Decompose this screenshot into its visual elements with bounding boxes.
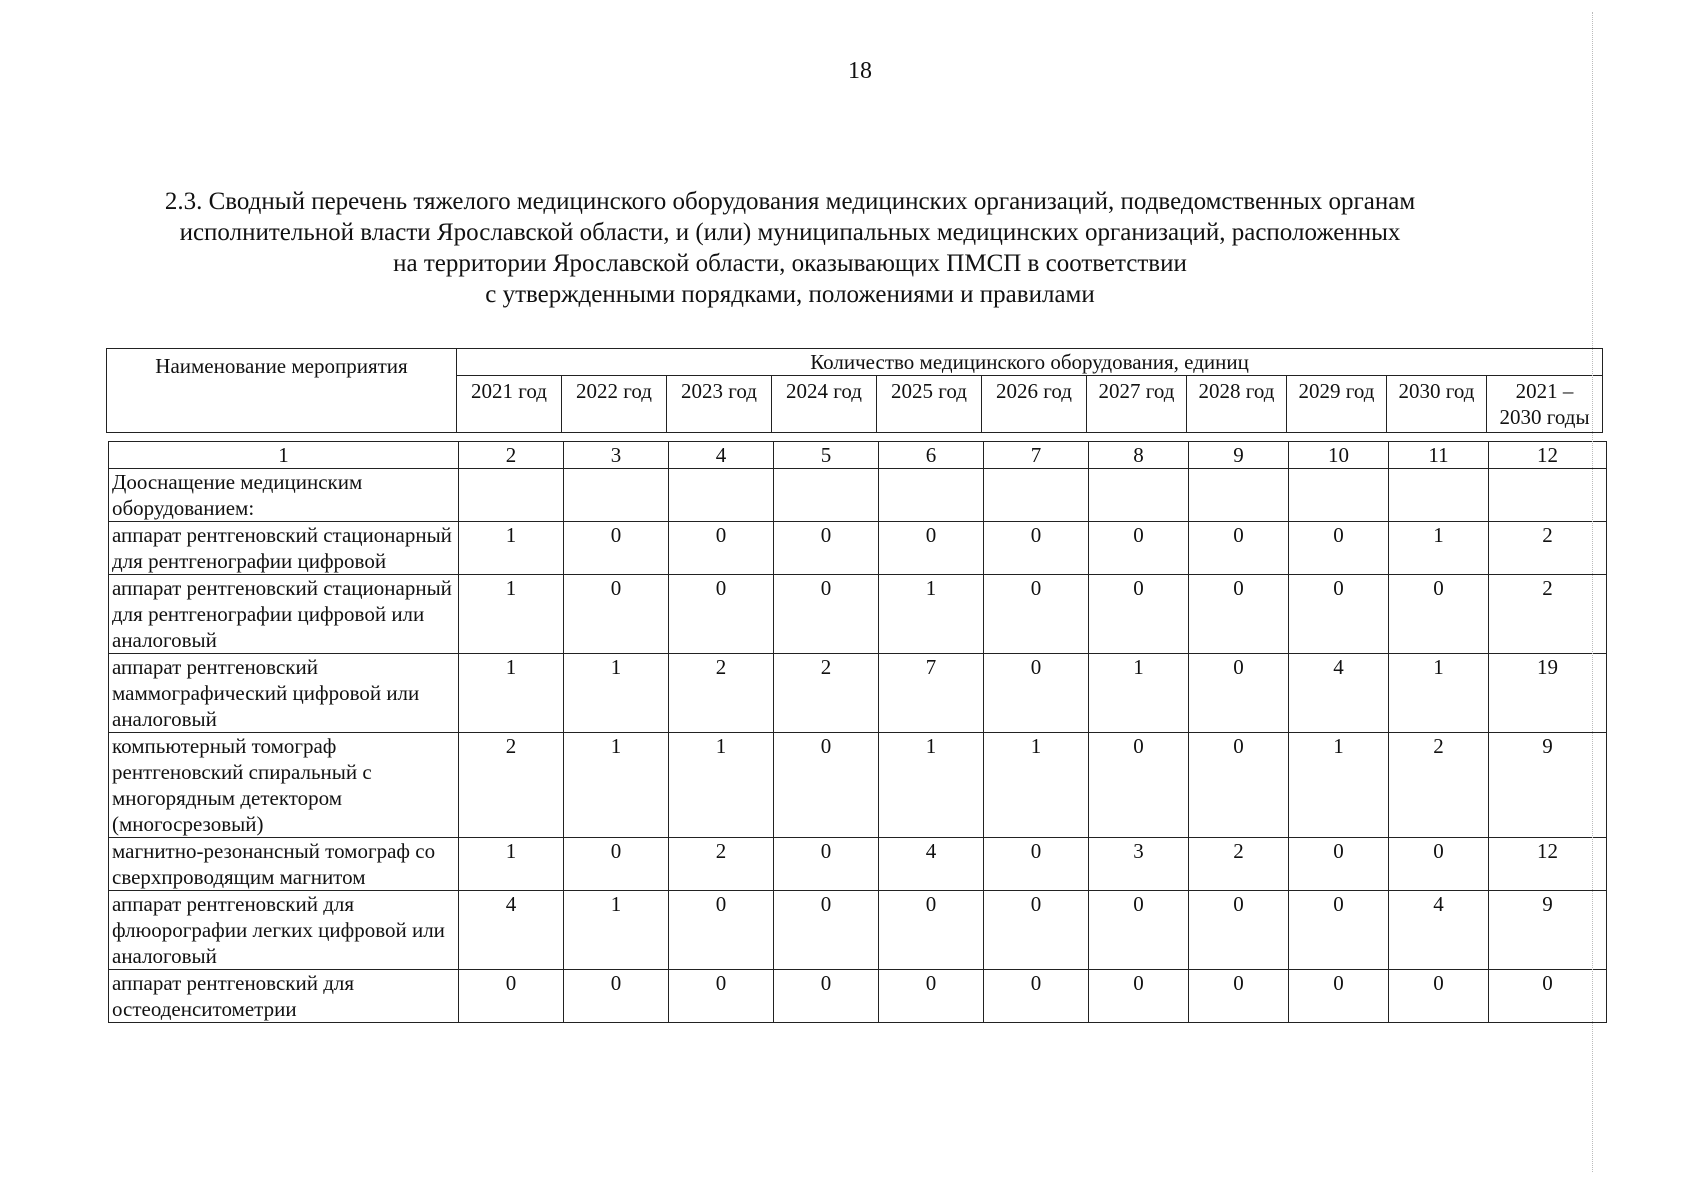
- year-value-cell: 2: [459, 733, 564, 838]
- year-value-cell: [879, 469, 984, 522]
- column-number: 6: [879, 442, 984, 469]
- year-value-cell: [1089, 469, 1189, 522]
- total-cell: 9: [1489, 891, 1607, 970]
- year-value-cell: 0: [984, 522, 1089, 575]
- total-header-line: 2030 годы: [1499, 405, 1590, 429]
- year-header: 2029 год: [1287, 376, 1387, 433]
- year-value-cell: 3: [1089, 838, 1189, 891]
- year-value-cell: 0: [1089, 891, 1189, 970]
- year-value-cell: 1: [669, 733, 774, 838]
- total-header-line: 2021 –: [1515, 379, 1574, 403]
- table-row: [109, 891, 1607, 970]
- year-value-cell: 0: [1389, 838, 1489, 891]
- year-value-cell: 2: [774, 654, 879, 733]
- year-value-cell: 0: [1189, 970, 1289, 1023]
- year-value-cell: 1: [564, 891, 669, 970]
- total-cell: 0: [1489, 970, 1607, 1023]
- year-value-cell: 4: [459, 891, 564, 970]
- year-value-cell: 2: [1389, 733, 1489, 838]
- year-value-cell: 0: [564, 522, 669, 575]
- year-value-cell: 1: [459, 838, 564, 891]
- year-value-cell: 0: [1389, 970, 1489, 1023]
- year-value-cell: 0: [564, 575, 669, 654]
- year-value-cell: 0: [459, 970, 564, 1023]
- year-value-cell: 1: [879, 733, 984, 838]
- year-header: 2021 год: [457, 376, 562, 433]
- year-value-cell: 0: [1189, 522, 1289, 575]
- year-value-cell: 0: [1189, 575, 1289, 654]
- quantity-group-header: Количество медицинского оборудования, единиц: [457, 349, 1603, 376]
- column-number: 9: [1189, 442, 1289, 469]
- year-value-cell: 0: [774, 522, 879, 575]
- table-body: [109, 442, 1607, 1023]
- year-header: 2028 год: [1187, 376, 1287, 433]
- year-value-cell: 0: [984, 970, 1089, 1023]
- heading-line: 2.3. Сводный перечень тяжелого медицинского оборудования медицинских организаций, подведомственных органам: [164, 188, 1416, 215]
- column-number: 2: [459, 442, 564, 469]
- year-value-cell: 0: [774, 575, 879, 654]
- year-value-cell: 0: [879, 891, 984, 970]
- year-value-cell: 2: [1189, 838, 1289, 891]
- total-header: [1487, 376, 1603, 433]
- year-value-cell: 0: [1089, 733, 1189, 838]
- year-value-cell: 0: [1289, 522, 1389, 575]
- total-cell: [1489, 469, 1607, 522]
- total-cell: 2: [1489, 522, 1607, 575]
- year-header: 2023 год: [667, 376, 772, 433]
- table-row: [109, 654, 1607, 733]
- year-value-cell: 1: [564, 654, 669, 733]
- year-header: 2027 год: [1087, 376, 1187, 433]
- year-value-cell: [564, 469, 669, 522]
- column-number: 8: [1089, 442, 1189, 469]
- year-value-cell: 0: [669, 970, 774, 1023]
- total-cell: 12: [1489, 838, 1607, 891]
- column-number: 7: [984, 442, 1089, 469]
- year-value-cell: 0: [984, 891, 1089, 970]
- year-value-cell: [984, 469, 1089, 522]
- table-row: [109, 733, 1607, 838]
- year-value-cell: 7: [879, 654, 984, 733]
- year-value-cell: 1: [879, 575, 984, 654]
- year-value-cell: 0: [1089, 575, 1189, 654]
- year-value-cell: 1: [1389, 654, 1489, 733]
- column-number-row: [109, 442, 1607, 469]
- year-value-cell: 4: [879, 838, 984, 891]
- year-value-cell: 0: [564, 970, 669, 1023]
- column-number: 3: [564, 442, 669, 469]
- year-value-cell: 1: [459, 654, 564, 733]
- equipment-name: компьютерный томограф рентгеновский спиральный с многорядным детектором (многосрезовый): [109, 733, 459, 838]
- year-value-cell: 0: [1289, 838, 1389, 891]
- year-value-cell: 1: [459, 575, 564, 654]
- year-value-cell: 0: [669, 522, 774, 575]
- column-number: 11: [1389, 442, 1489, 469]
- year-value-cell: 0: [1289, 575, 1389, 654]
- year-value-cell: 0: [669, 575, 774, 654]
- year-value-cell: 0: [1389, 575, 1489, 654]
- year-value-cell: 0: [564, 838, 669, 891]
- section-heading: [130, 186, 1450, 310]
- year-value-cell: [1189, 469, 1289, 522]
- year-value-cell: [1289, 469, 1389, 522]
- column-number: 5: [774, 442, 879, 469]
- scan-edge-line: [1592, 12, 1593, 1172]
- year-value-cell: 0: [984, 838, 1089, 891]
- year-value-cell: 1: [1389, 522, 1489, 575]
- table-row: [109, 522, 1607, 575]
- equipment-table: [108, 441, 1607, 1023]
- equipment-name: аппарат рентгеновский стационарный для рентгенографии цифровой: [109, 522, 459, 575]
- table-header: [106, 348, 1603, 433]
- year-value-cell: 0: [774, 733, 879, 838]
- year-header: 2022 год: [562, 376, 667, 433]
- year-value-cell: 1: [459, 522, 564, 575]
- year-value-cell: 4: [1289, 654, 1389, 733]
- year-value-cell: [774, 469, 879, 522]
- year-value-cell: 0: [1089, 970, 1189, 1023]
- year-value-cell: 2: [669, 654, 774, 733]
- year-value-cell: 0: [1189, 733, 1289, 838]
- equipment-name: аппарат рентгеновский стационарный для рентгенографии цифровой или аналоговый: [109, 575, 459, 654]
- year-value-cell: 0: [879, 970, 984, 1023]
- year-value-cell: 0: [1189, 654, 1289, 733]
- table-row: [109, 575, 1607, 654]
- year-value-cell: 0: [1089, 522, 1189, 575]
- total-cell: 9: [1489, 733, 1607, 838]
- equipment-name: магнитно-резонансный томограф со сверхпроводящим магнитом: [109, 838, 459, 891]
- year-value-cell: 0: [879, 522, 984, 575]
- year-value-cell: 0: [774, 970, 879, 1023]
- year-header: 2025 год: [877, 376, 982, 433]
- equipment-name: аппарат рентгеновский для флюорографии легких цифровой или аналоговый: [109, 891, 459, 970]
- year-value-cell: 4: [1389, 891, 1489, 970]
- year-header: 2030 год: [1387, 376, 1487, 433]
- name-column-header: Наименование мероприятия: [107, 349, 457, 433]
- year-value-cell: 0: [1289, 970, 1389, 1023]
- equipment-name: Дооснащение медицинским оборудованием:: [109, 469, 459, 522]
- column-number: 10: [1289, 442, 1389, 469]
- year-value-cell: [669, 469, 774, 522]
- heading-line: исполнительной власти Ярославской области, и (или) муниципальных медицинских организаций, расположенных: [179, 219, 1401, 246]
- equipment-name: аппарат рентгеновский маммографический цифровой или аналоговый: [109, 654, 459, 733]
- table-row: [109, 469, 1607, 522]
- year-value-cell: 0: [774, 838, 879, 891]
- column-number: 4: [669, 442, 774, 469]
- year-value-cell: 1: [1089, 654, 1189, 733]
- year-value-cell: 2: [669, 838, 774, 891]
- year-value-cell: 1: [984, 733, 1089, 838]
- year-value-cell: 1: [1289, 733, 1389, 838]
- total-cell: 19: [1489, 654, 1607, 733]
- year-header: 2024 год: [772, 376, 877, 433]
- column-number: 12: [1489, 442, 1607, 469]
- equipment-name: аппарат рентгеновский для остеоденситометрии: [109, 970, 459, 1023]
- table-row: [109, 838, 1607, 891]
- year-value-cell: 0: [1289, 891, 1389, 970]
- year-value-cell: [1389, 469, 1489, 522]
- year-value-cell: 0: [1189, 891, 1289, 970]
- year-value-cell: 1: [564, 733, 669, 838]
- table-row: [109, 970, 1607, 1023]
- heading-line: с утвержденными порядками, положениями и правилами: [485, 281, 1095, 308]
- heading-line: на территории Ярославской области, оказывающих ПМСП в соответствии: [393, 250, 1187, 277]
- year-value-cell: 0: [774, 891, 879, 970]
- page-number: 18: [848, 58, 872, 84]
- column-number: 1: [109, 442, 459, 469]
- year-value-cell: 0: [984, 575, 1089, 654]
- year-value-cell: [459, 469, 564, 522]
- year-value-cell: 0: [984, 654, 1089, 733]
- total-cell: 2: [1489, 575, 1607, 654]
- year-header: 2026 год: [982, 376, 1087, 433]
- year-value-cell: 0: [669, 891, 774, 970]
